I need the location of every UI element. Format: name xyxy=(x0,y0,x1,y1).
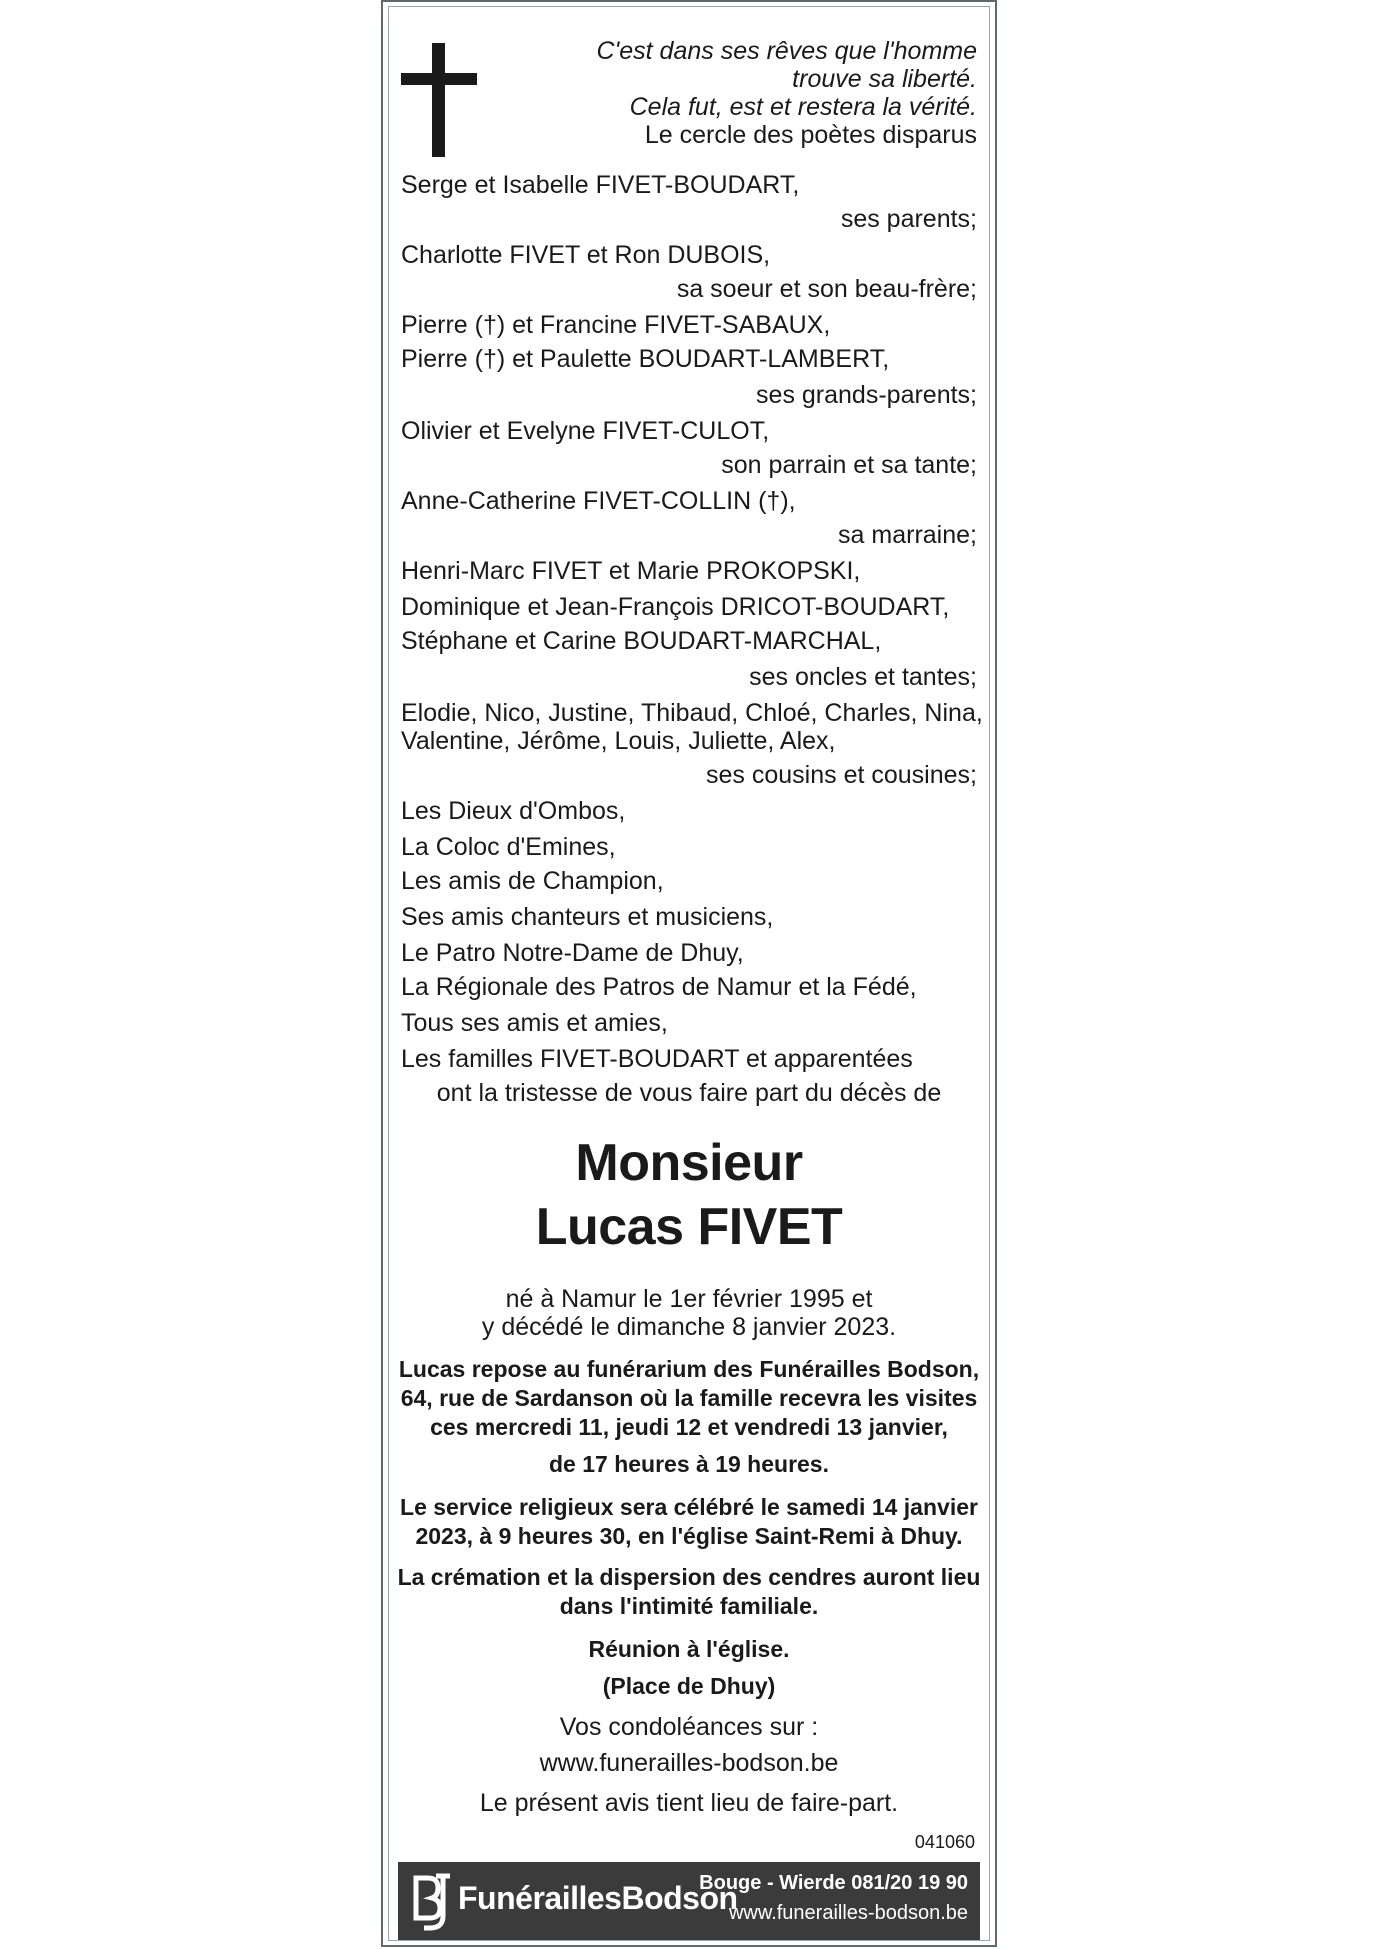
bodson-logo-icon xyxy=(410,1872,452,1932)
cremation-line: La crémation et la dispersion des cendres auront lieu xyxy=(397,1564,981,1590)
service-line: Le service religieux sera célébré le samedi 14 janvier xyxy=(400,1494,978,1520)
condolences-link[interactable]: www.funerailles-bodson.be xyxy=(539,1749,839,1777)
family-relation: ses cousins et cousines; xyxy=(706,761,977,789)
announcement: ont la tristesse de vous faire part du décès de xyxy=(436,1079,942,1107)
family-relation: sa marraine; xyxy=(838,521,977,549)
family-line: Pierre (†) et Francine FIVET-SABAUX, xyxy=(401,311,831,339)
visitation-line: Lucas repose au funérarium des Funérailles Bodson, xyxy=(398,1356,980,1382)
family-line: Les amis de Champion, xyxy=(401,867,664,895)
family-line: Le Patro Notre-Dame de Dhuy, xyxy=(401,939,744,967)
family-line: La Coloc d'Emines, xyxy=(401,833,616,861)
family-line: Elodie, Nico, Justine, Thibaud, Chloé, Charles, Nina, xyxy=(401,699,983,727)
footer-website[interactable]: www.funerailles-bodson.be xyxy=(728,1902,968,1924)
family-line: La Régionale des Patros de Namur et la Fédé, xyxy=(401,973,917,1001)
family-line: Henri-Marc FIVET et Marie PROKOPSKI, xyxy=(401,557,861,585)
family-line: Les Dieux d'Ombos, xyxy=(401,797,626,825)
visitation-line: 64, rue de Sardanson où la famille recevra les visites xyxy=(400,1385,978,1411)
family-line: Ses amis chanteurs et musiciens, xyxy=(401,903,774,931)
family-relation: sa soeur et son beau-frère; xyxy=(676,275,977,303)
service-line: 2023, à 9 heures 30, en l'église Saint-Remi à Dhuy. xyxy=(415,1523,963,1549)
condolences-label: Vos condoléances sur : xyxy=(559,1713,819,1741)
family-line: Dominique et Jean-François DRICOT-BOUDART, xyxy=(401,593,950,621)
deceased-title: Monsieur xyxy=(575,1134,803,1192)
family-relation: ses oncles et tantes; xyxy=(749,663,977,691)
deceased-name: Lucas FIVET xyxy=(535,1198,843,1256)
meeting-place: (Place de Dhuy) xyxy=(602,1673,776,1699)
family-line: Anne-Catherine FIVET-COLLIN (†), xyxy=(401,487,796,515)
visitation-hours: de 17 heures à 19 heures. xyxy=(549,1451,829,1477)
location-phone: Bouge - Wierde 081/20 19 90 xyxy=(699,1872,968,1894)
obituary-notice xyxy=(381,0,997,1947)
funeral-home-banner xyxy=(398,1862,980,1940)
family-line: Les familles FIVET-BOUDART et apparentées xyxy=(401,1045,913,1073)
notice-frame xyxy=(388,6,990,1941)
family-line: Valentine, Jérôme, Louis, Juliette, Alex, xyxy=(401,727,836,755)
family-line: Charlotte FIVET et Ron DUBOIS, xyxy=(401,241,771,269)
cross-icon xyxy=(401,43,477,157)
epigraph-source: Le cercle des poètes disparus xyxy=(644,121,977,149)
family-relation: son parrain et sa tante; xyxy=(721,451,977,479)
family-relation: ses grands-parents; xyxy=(756,381,977,409)
family-line: Stéphane et Carine BOUDART-MARCHAL, xyxy=(401,627,882,655)
death-line: y décédé le dimanche 8 janvier 2023. xyxy=(481,1313,897,1341)
family-line: Pierre (†) et Paulette BOUDART-LAMBERT, xyxy=(401,345,890,373)
family-relation: ses parents; xyxy=(840,205,977,233)
family-line: Serge et Isabelle FIVET-BOUDART, xyxy=(401,171,800,199)
family-line: Tous ses amis et amies, xyxy=(401,1009,668,1037)
brand-name: FunéraillesBodson xyxy=(458,1880,738,1916)
epigraph-line: Cela fut, est et restera la vérité. xyxy=(629,93,977,121)
epigraph-line: C'est dans ses rêves que l'homme xyxy=(596,37,977,65)
faire-part-notice: Le présent avis tient lieu de faire-part. xyxy=(479,1789,899,1817)
birth-line: né à Namur le 1er février 1995 et xyxy=(505,1285,873,1313)
epigraph-line: trouve sa liberté. xyxy=(792,65,977,93)
meeting-text: Réunion à l'église. xyxy=(588,1636,790,1662)
family-line: Olivier et Evelyne FIVET-CULOT, xyxy=(401,417,770,445)
visitation-line: ces mercredi 11, jeudi 12 et vendredi 13 janvier, xyxy=(430,1414,948,1440)
cremation-line: dans l'intimité familiale. xyxy=(559,1593,819,1619)
reference-code: 041060 xyxy=(914,1832,975,1852)
